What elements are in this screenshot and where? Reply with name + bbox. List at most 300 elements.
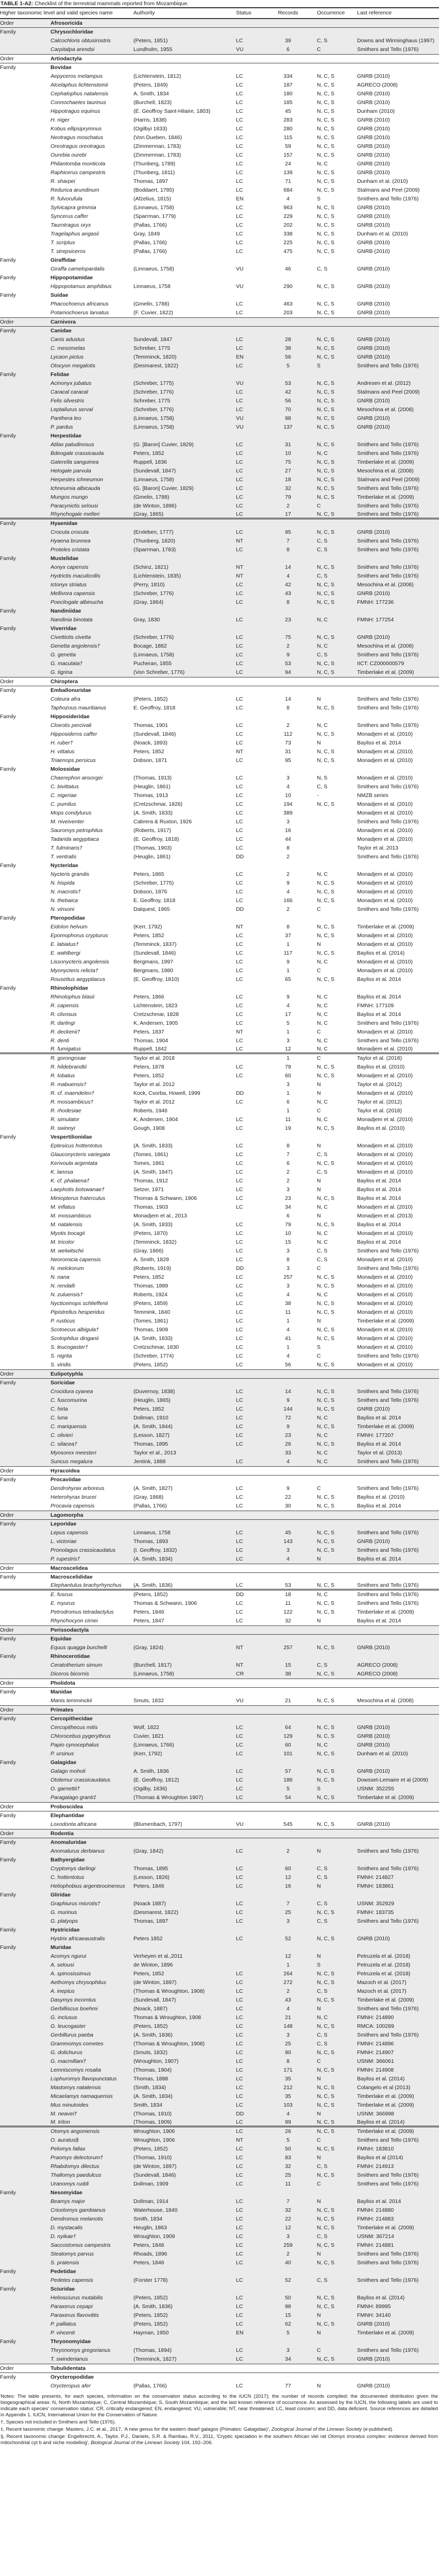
species-authority: (Sparrman, 1779) [133,213,176,219]
order-label: Order [0,1627,14,1633]
status-badge [236,1212,268,1221]
status-badge: LC [236,2207,243,2213]
species-name: Cercopithecus mitis [50,1724,98,1731]
status-badge: LC [236,1874,243,1880]
species-authority: Thomas, 1897 [133,178,168,184]
last-reference: Smithers and Tello (1976) [357,2172,419,2178]
status-badge: LC [236,757,243,764]
status-badge: LC [236,82,243,88]
species-authority: (Ogilbyi 1833) [133,126,167,132]
occurrence: N, C, S [317,1362,334,1368]
last-reference: Smithers and Tello (1976) [357,1866,419,1872]
table-row [0,2346,439,2355]
family-row [0,554,439,563]
last-reference: Bayliss et al. 2014 [357,1187,401,1193]
footnote-text: 104, 192–206. [179,2440,213,2446]
records-count: 3 [286,775,290,781]
species-name: G. inclusus [50,2014,77,2021]
species-authority: (Zimmerman, 1783) [133,152,181,158]
records-count: 56 [285,398,291,404]
family-label: Family [0,1521,16,1527]
footnote-double-dagger [1,2427,438,2433]
last-reference: Monadjem et al. (2010) [357,1274,413,1280]
indent [0,2110,50,2119]
occurrence: N, C, S [317,2295,334,2301]
last-reference: GNRB (2010) [357,2383,390,2389]
occurrence: C, S [317,573,328,579]
records-count: 186 [283,1777,293,1783]
species-authority: (Thunberg, 1811) [133,170,175,176]
indent [0,774,50,783]
species-name: Thallomys paedulcus [50,2172,102,2178]
status-badge: LC [236,1901,243,1907]
species-name: Hystrix africaeaustralis [50,1936,105,1942]
order-label: Order [0,1831,14,1837]
family-name: Rhinolophidae [50,985,88,991]
occurrence: N [317,941,321,947]
species-authority: (Heuglin, 1861) [133,854,171,860]
occurrence: N, C, S [317,1600,334,1606]
indent [0,1107,50,1115]
family-label: Family [0,1812,16,1819]
table-caption: Checklist of the terrestrial mammals reported from Mozambique. [33,1,189,7]
records-count: 44 [285,836,291,842]
occurrence: C, S [317,538,328,544]
table-row [0,1599,439,1608]
status-badge: LC [236,1222,243,1228]
occurrence: N, C, S [317,1441,334,1447]
records-count: 202 [283,222,293,228]
occurrence: N [317,1618,321,1624]
species-name: Carpitalpa arendsi [50,46,95,53]
occurrence: C, S [317,1874,328,1880]
records-count: 42 [285,389,291,395]
records-count: 389 [283,810,293,816]
records-count: 4 [286,1459,290,1465]
table-row [0,2031,439,2040]
status-badge: LC [236,2119,243,2125]
table-row [0,1908,439,1917]
occurrence: N, C, S [317,152,334,158]
last-reference: Smithers and Tello (1976) [357,1248,419,1254]
indent [0,142,50,151]
indent [0,1961,50,1970]
species-name: A. spinosissimus [50,1971,91,1977]
status-badge [236,1107,268,1115]
species-authority: Cabrera & Ruxton, 1926 [133,819,192,825]
last-reference: GNRB (2010) [357,1733,390,1739]
occurrence: N [317,2111,321,2117]
last-reference: USNM: 366061 [357,2058,394,2064]
order-row [0,1802,439,1811]
family-name: Equidae [50,1636,72,1642]
species-name: T. fulminans† [50,845,83,851]
indent [0,1431,50,1440]
records-count: 38 [285,1671,291,1677]
family-name: Anomaluridae [50,1839,87,1845]
records-count: 40 [285,2260,291,2266]
species-authority: Heuglin, 1863 [133,2225,167,2231]
occurrence: C [317,2181,321,2187]
last-reference: Smithers and Tello (1976) [357,1388,419,1395]
indent [0,1247,50,1256]
occurrence [308,835,357,844]
species-name: R. capensis [50,1003,79,1009]
status-badge: LC [236,1432,243,1438]
species-name: M. inflatus [50,1204,75,1210]
records-count: 79 [285,494,291,500]
last-reference: Smithers and Tello (1976) [357,1353,419,1359]
order-row [0,317,439,327]
species-authority: Thomas & Schwann, 1906 [133,1195,197,1201]
indent [0,1063,50,1072]
occurrence: N, C, S [317,1698,334,1704]
last-reference: Smithers and Tello (1976) [357,1591,419,1598]
records-count: 9 [286,994,290,1000]
indent [0,905,50,914]
species-authority: Taylor et al. 2012 [133,1081,175,1088]
species-authority: Peters, 1865 [133,871,164,877]
family-label: Family [0,608,16,614]
table-row [0,818,439,826]
status-badge: DD [236,1265,244,1272]
occurrence: N, C, S [317,1494,334,1500]
last-reference: Monadjem et al. (2010) [357,1257,413,1263]
table-row [0,1115,439,1124]
last-reference: Downs and Wirminghaus (1997) [357,38,434,44]
status-badge: VU [236,1821,244,1827]
occurrence: N, C, S [317,1751,334,1757]
status-badge: LC [236,599,243,605]
species-name: Leptailurus serval [50,406,93,413]
last-reference: Timberlake et al. (2009) [357,2225,414,2231]
status-badge: LC [236,1073,243,1079]
last-reference: Bayliss et al. 2014 [357,1222,401,1228]
species-authority: (de Winton, 1897) [133,2163,177,2170]
records-count: 11 [285,1116,291,1123]
last-reference: Smithers and Tello (1976) [357,564,419,570]
occurrence: C [317,2137,321,2143]
records-count: 144 [283,1406,293,1412]
species-name: Manis temminckii [50,1698,92,1704]
species-name: Raphicerus campestris [50,170,106,176]
occurrence: N, C, S [317,634,334,640]
last-reference: Mazoch et al. (2017) [357,1979,407,1986]
indent [0,168,50,177]
status-badge: NT [236,2137,243,2143]
species-authority: (E. Geoffroy, 1810) [133,976,179,982]
species-authority: (Gmelin, 1788) [133,301,170,307]
indent [0,493,50,502]
species-authority: (Temminck, 1827) [133,2356,177,2362]
table-row [0,2145,439,2154]
order-row [0,1829,439,1838]
table-row [0,1308,439,1317]
status-badge: LC [236,889,243,895]
indent [0,1352,50,1361]
last-reference: Smithers and Tello (1976) [357,1918,419,1924]
species-name: Chlorocebus pygerythrus [50,1733,111,1739]
last-reference: FMNH: 34140 [357,2312,391,2318]
records-count: 194 [283,801,293,807]
occurrence: N [317,1143,321,1149]
occurrence: N, C, S [317,599,334,605]
order-group [0,317,439,677]
indent [0,1590,50,1599]
species-authority: Bocage, 1882 [133,643,167,649]
table-row [0,905,439,914]
last-reference: GNRB (2010) [357,222,390,228]
species-name: Caracal caracal [50,389,88,395]
species-authority: (É. Geoffroy Saint-Hilaire, 1803) [133,108,211,114]
status-badge: NT [236,924,243,930]
status-badge: LC [236,1494,243,1500]
indent [0,975,50,984]
species-name: Calcochloris obtusirostris [50,38,111,44]
species-authority: (Peters, 1852) [133,696,168,702]
species-name: Taurotragus oryx [50,222,91,228]
occurrence: N, C, S [317,950,334,956]
indent [0,1168,50,1177]
indent [0,1978,50,1987]
indent [0,1405,50,1414]
records-count: 157 [283,152,293,158]
status-badge: LC [236,108,243,114]
species-name: Neoromicia capensis [50,1257,101,1263]
table-row [0,2005,439,2013]
records-count: 12 [285,1874,291,1880]
table-row [0,1212,439,1221]
records-count: 143 [283,1538,293,1545]
last-reference: FMNH: 183735 [357,1909,394,1916]
occurrence: S [317,1344,321,1350]
table-row [0,1935,439,1943]
occurrence: N, C, S [317,117,334,123]
status-badge: NT [236,1645,243,1651]
status-badge: LC [236,775,243,781]
last-reference: Monadjem et al. (2010) [357,1160,413,1166]
species-name: R. mabuensis† [50,1081,87,1088]
occurrence: N, C [317,1230,328,1236]
occurrence: C, S [317,784,328,790]
indent [0,449,50,458]
species-authority: Waterhouse, 1840 [133,2207,178,2213]
species-authority: Gray, 1830 [133,617,160,623]
species-name: Poecilogale albinucha [50,599,104,605]
occurrence: N, C, S [317,1971,334,1977]
table-row [0,1873,439,1882]
indent [0,2022,50,2031]
occurrence: N, C, S [317,222,334,228]
last-reference: GNRB (2010) [357,415,390,421]
species-name: Phacochoerus africanus [50,301,109,307]
records-count: 2 [286,1848,290,1854]
order-label: Order [0,1565,14,1571]
species-name: Scotophilus dinganii [50,1335,99,1342]
last-reference: Bayliss et al (2014) [357,2155,403,2161]
status-badge: LC [236,398,243,404]
records-count: 33 [285,1450,291,1456]
indent [0,633,50,642]
status-badge: LC [236,73,243,79]
order-group [0,1466,439,1511]
status-badge: LC [236,2163,243,2170]
family-name: Hippopotamidae [50,275,93,281]
status-badge: LC [236,2312,243,2318]
footnote-text: complex: evidence derived from mitochondrial cyt b and niche modelling', [1,2434,438,2446]
indent [0,45,50,54]
records-count: 1 [286,941,290,947]
records-count: 3 [286,2032,290,2038]
occurrence [308,826,357,835]
family-label: Family [0,862,16,869]
occurrence: N, C, S [317,310,334,316]
last-reference: Petruzela et al. (2018) [357,1953,411,1959]
table-row [0,800,439,809]
last-reference: Mazoch et al. (2017) [357,1988,407,1994]
species-name: R. rhodesiae [50,1108,81,1114]
table-row [0,1847,439,1856]
occurrence: N, C, S [317,880,334,886]
last-reference: Smithers and Tello (1976) [357,2277,419,2283]
status-badge: EN [236,196,244,202]
species-authority: (A. Smith, 1833) [133,1143,173,1149]
last-reference: Bayliss et al. 2014 [357,2198,401,2205]
order-group [0,1369,439,1466]
last-reference: Petruzela et al. (2018) [357,1971,411,1977]
species-name: Rhabdomys dilectus [50,2163,99,2170]
table-row [0,2092,439,2101]
table-row [0,2355,439,2364]
indent [0,1917,50,1926]
last-reference: Smithers and Tello (1976) [357,547,419,553]
records-count: 4 [286,1556,290,1562]
family-row [0,713,439,721]
table-row [0,309,439,317]
last-reference: Timberlake et al. (2009) [357,2102,414,2108]
occurrence: N, C, S [317,1724,334,1731]
species-authority: (Temminck, 1832) [133,1239,177,1245]
table-row [0,2127,439,2136]
indent [0,748,50,756]
species-name: Alcelaphus lichtensteinii [50,82,108,88]
order-row [0,1511,439,1520]
indent [0,1750,50,1758]
last-reference: Petruzela et al. (2018) [357,1962,411,1968]
species-authority: K, Andersen, 1905 [133,1020,178,1026]
species-name: G. murinus [50,1909,77,1916]
indent [0,2031,50,2040]
species-name: G. leucogaster [50,2023,86,2029]
order-label: Order [0,20,14,26]
status-badge: LC [236,2383,243,2389]
last-reference: Smithers and Tello (1976) [357,1600,419,1606]
occurrence: N, C, S [317,2303,334,2310]
table-row [0,476,439,484]
indent [0,739,50,748]
indent [0,458,50,467]
last-reference: Monadjem et al. (2010) [357,968,413,974]
table-row [0,2224,439,2232]
status-badge: LC [236,38,243,44]
table-row [0,107,439,116]
species-name: Dendrohyrax arboreus [50,1485,105,1492]
occurrence: N, C, S [317,301,334,307]
indent [0,405,50,414]
records-count: 23 [285,1195,291,1201]
species-authority: Temmink, 1840 [133,1309,171,1315]
species-name: Pelomys fallax [50,2146,86,2152]
species-name: Paraxerus flavovittis [50,2312,99,2318]
last-reference: Smithers and Tello (1976) [357,2347,419,2353]
order-group [0,54,439,317]
species-authority: (Linnaeus, 1758) [133,415,174,421]
species-name: A. ineptus [50,1988,75,1994]
last-reference: Monadjem et al. (2010) [357,1143,413,1149]
family-row [0,1379,439,1387]
species-authority: Gough, 1908 [133,1125,165,1131]
species-authority: E. Geoffroy, 1818 [133,897,176,904]
indent [0,1115,50,1124]
species-name: R. denti [50,1038,70,1044]
last-reference: GNRB (2010) [357,2321,390,2327]
occurrence: N, C, S [317,1327,334,1333]
indent [0,1996,50,2005]
species-name: Petrodromus tetradactylus [50,1609,114,1615]
species-authority: Ruppell, 1836 [133,459,167,465]
occurrence: N, C [317,1003,328,1009]
records-count: 23 [285,617,291,623]
records-count: 290 [283,283,293,290]
table-row [0,589,439,598]
occurrence: N, C, S [317,705,334,711]
records-count: 1 [286,1090,290,1096]
indent [0,1264,50,1273]
family-row [0,2189,439,2197]
occurrence: N, C [317,1432,328,1438]
last-reference: Monadjem et al. (2010) [357,1292,413,1298]
indent [0,1177,50,1185]
status-badge: LC [236,2102,243,2108]
species-authority: (Boddaert, 1785) [133,187,174,193]
occurrence: N, C, S [317,1195,334,1201]
indent [0,1361,50,1369]
status-badge: LC [236,143,243,149]
indent [0,1159,50,1168]
records-count: 3 [286,1283,290,1289]
indent [0,1617,50,1625]
indent [0,1282,50,1291]
last-reference: Colangelo et al (2013) [357,2084,411,2091]
indent [0,212,50,221]
species-authority: Cuvier, 1821 [133,1733,164,1739]
occurrence [308,844,357,853]
species-name: Panthera leo [50,415,81,421]
table-row [0,2119,439,2127]
table-row [0,397,439,405]
last-reference: Bayliss et al. (2014) [357,2076,405,2082]
occurrence: N, C, S [317,660,334,667]
status-badge: LC [236,2347,243,2353]
occurrence: N, C [317,1046,328,1052]
occurrence: N, C [317,1591,328,1598]
family-name: Hystricidae [50,1927,80,1933]
indent [0,993,50,1002]
species-name: N. melckorum [50,1265,84,1272]
species-name: C. olivieri [50,1432,73,1438]
status-badge: LC [236,1248,243,1254]
records-count: 6 [286,1213,290,1219]
